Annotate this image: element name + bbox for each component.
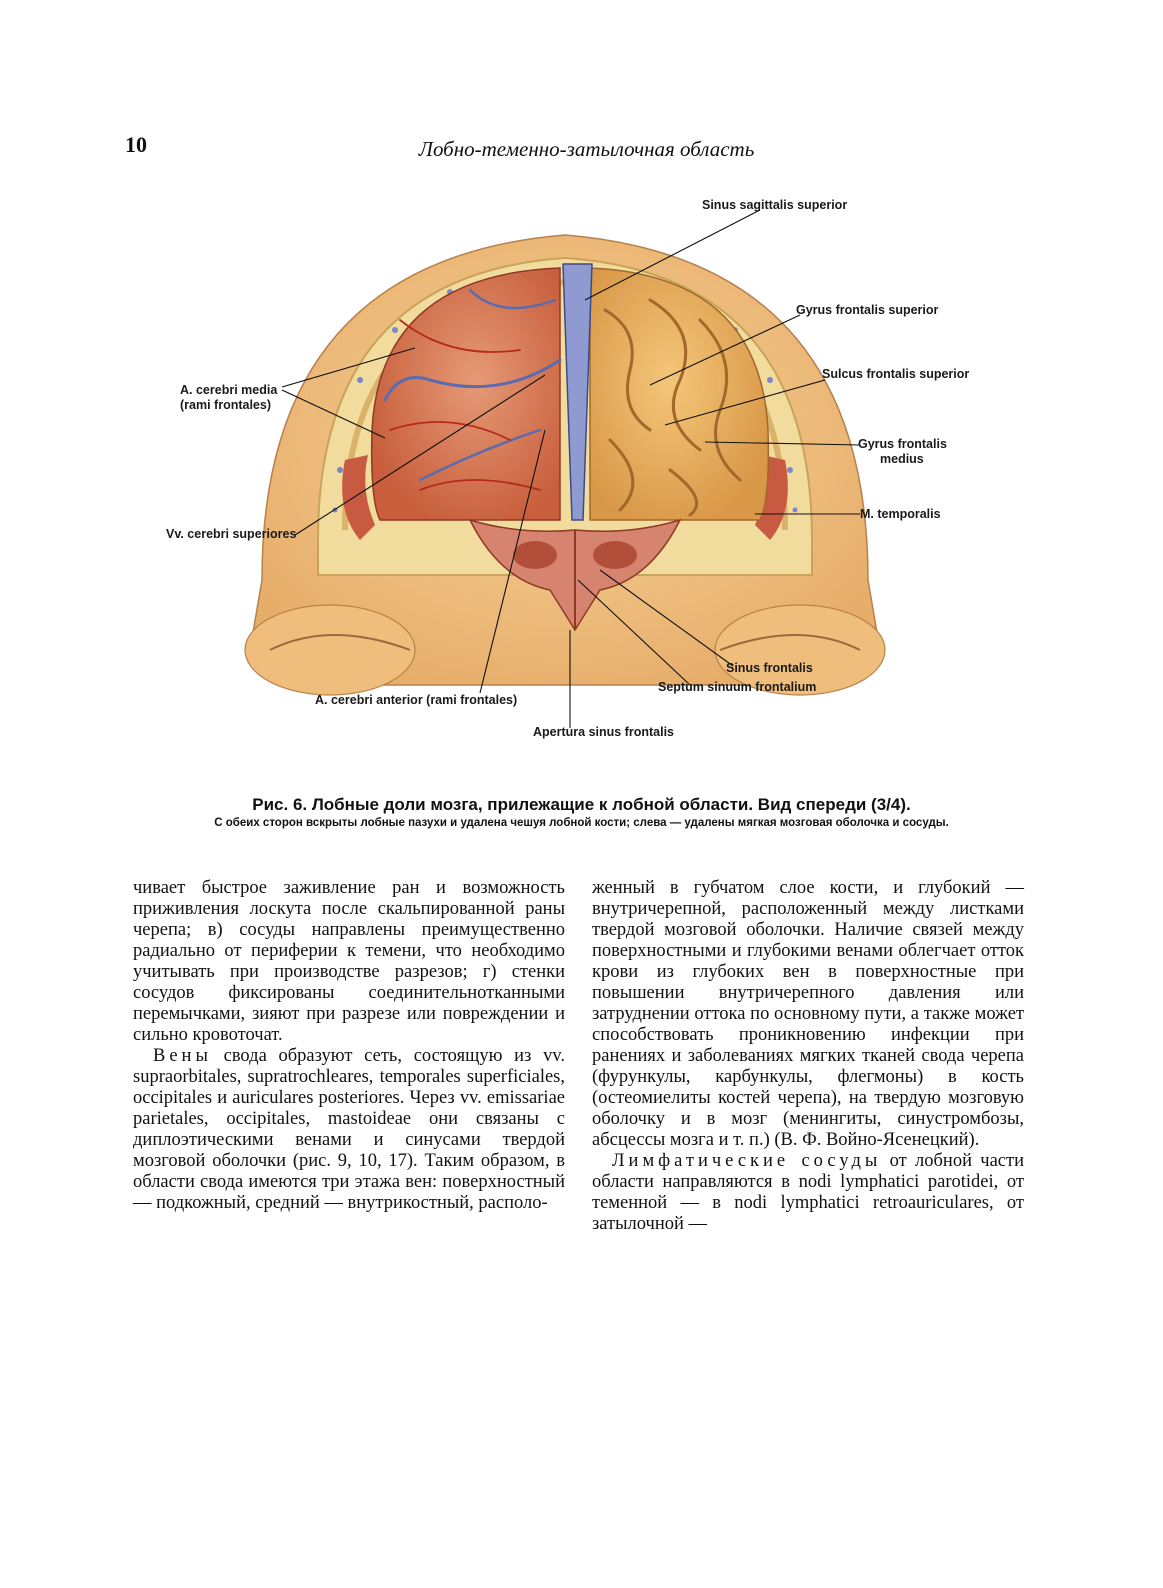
label-m-temporalis: M. temporalis	[860, 507, 941, 521]
lymph-lead: Лимфатические сосуды	[612, 1151, 882, 1171]
caption-note: С обеих сторон вскрыты лобные пазухи и удалена чешуя лобной кости; слева — удалены мягкая мозговая оболочка и сосуды.	[214, 817, 949, 829]
right-paragraph-2	[592, 1151, 1024, 1235]
label-gyrus-frontalis-medius-line1: Gyrus frontalis	[858, 437, 947, 451]
label-a-cerebri-media-line1: A. cerebri media	[180, 383, 278, 397]
label-sinus-sagittalis: Sinus sagittalis superior	[702, 198, 848, 212]
right-column	[592, 878, 1024, 1235]
figure-caption	[150, 795, 1013, 830]
label-septum-sinuum-frontalium: Septum sinuum frontalium	[658, 680, 817, 694]
sinus-cavity-left	[513, 541, 557, 569]
right-paragraph-1: женный в губчатом слое кости, и глубокий — внутричерепной, расположенный между листками твердой мозговой оболочки. Наличие связей между поверхностными и глубокими венами облегчает отток крови из глубоких вен в поверхностные при повышении внутричерепного давления или затруднении оттока по основному пути, а также может способствовать проникновению инфекции при ранениях и заболеваниях мягких тканей свода черепа (фурункулы, карбункулы, флегмоны) в кость (остеомиелиты костей черепа), на твердую мозговую оболочку и в мозг (менингиты, синустромбозы, абсцессы мозга и т. п.) (В. Ф. Войно-Ясенецкий).	[592, 878, 1024, 1150]
left-column	[133, 878, 565, 1214]
label-sulcus-frontalis-superior: Sulcus frontalis superior	[822, 367, 970, 381]
label-sinus-frontalis: Sinus frontalis	[726, 661, 813, 675]
label-vv-cerebri-superiores: Vv. cerebri superiores	[166, 527, 297, 541]
label-a-cerebri-anterior: A. cerebri anterior (rami frontales)	[315, 693, 518, 707]
label-gyrus-frontalis-medius-line2: medius	[880, 452, 924, 466]
running-title: Лобно-теменно-затылочная область	[418, 137, 755, 161]
veins-lead: Вены	[153, 1046, 212, 1066]
right-paragraph-2-text: от лобной части области направляются в nodi lymphatici parotidei, от теменной — в nodi lymphatici retroauriculares, от затылочной —	[592, 1151, 1025, 1234]
label-apertura-sinus-frontalis: Apertura sinus frontalis	[533, 725, 674, 739]
anatomical-figure	[0, 180, 1163, 780]
caption-title: Рис. 6. Лобные доли мозга, прилежащие к лобной области. Вид спереди (3/4).	[252, 795, 911, 814]
left-paragraph-2	[133, 1046, 565, 1214]
label-gyrus-frontalis-superior: Gyrus frontalis superior	[796, 303, 939, 317]
page-number: 10	[125, 132, 147, 157]
sinus-cavity-right	[593, 541, 637, 569]
left-paragraph-1: чивает быстрое заживление ран и возможность приживления лоскута после скальпированной раны черепа; в) сосуды направлены преимущественно радиально от периферии к темени, что необходимо учитывать при производстве разрезов; г) стенки сосудов фиксированы соединительнотканными перемычками, зияют при разрезе или повреждении и сильно кровоточат.	[133, 878, 565, 1045]
left-paragraph-2-text: свода образуют сеть, состоящую из vv. supraorbitales, supratrochleares, temporales superficiales, occipitales и auriculares posteriores. Через vv. emissariae parietales, occipitales, mastoideae они связаны с диплоэтическими венами и синусами твердой мозговой оболочки (рис. 9, 10, 17). Таким образом, в области свода имеются три этажа вен: поверхностный — подкожный, средний — внутрикостный, располо-	[133, 1046, 565, 1213]
brain-illustration	[0, 180, 1163, 780]
label-a-cerebri-media-line2: (rami frontales)	[180, 398, 271, 412]
